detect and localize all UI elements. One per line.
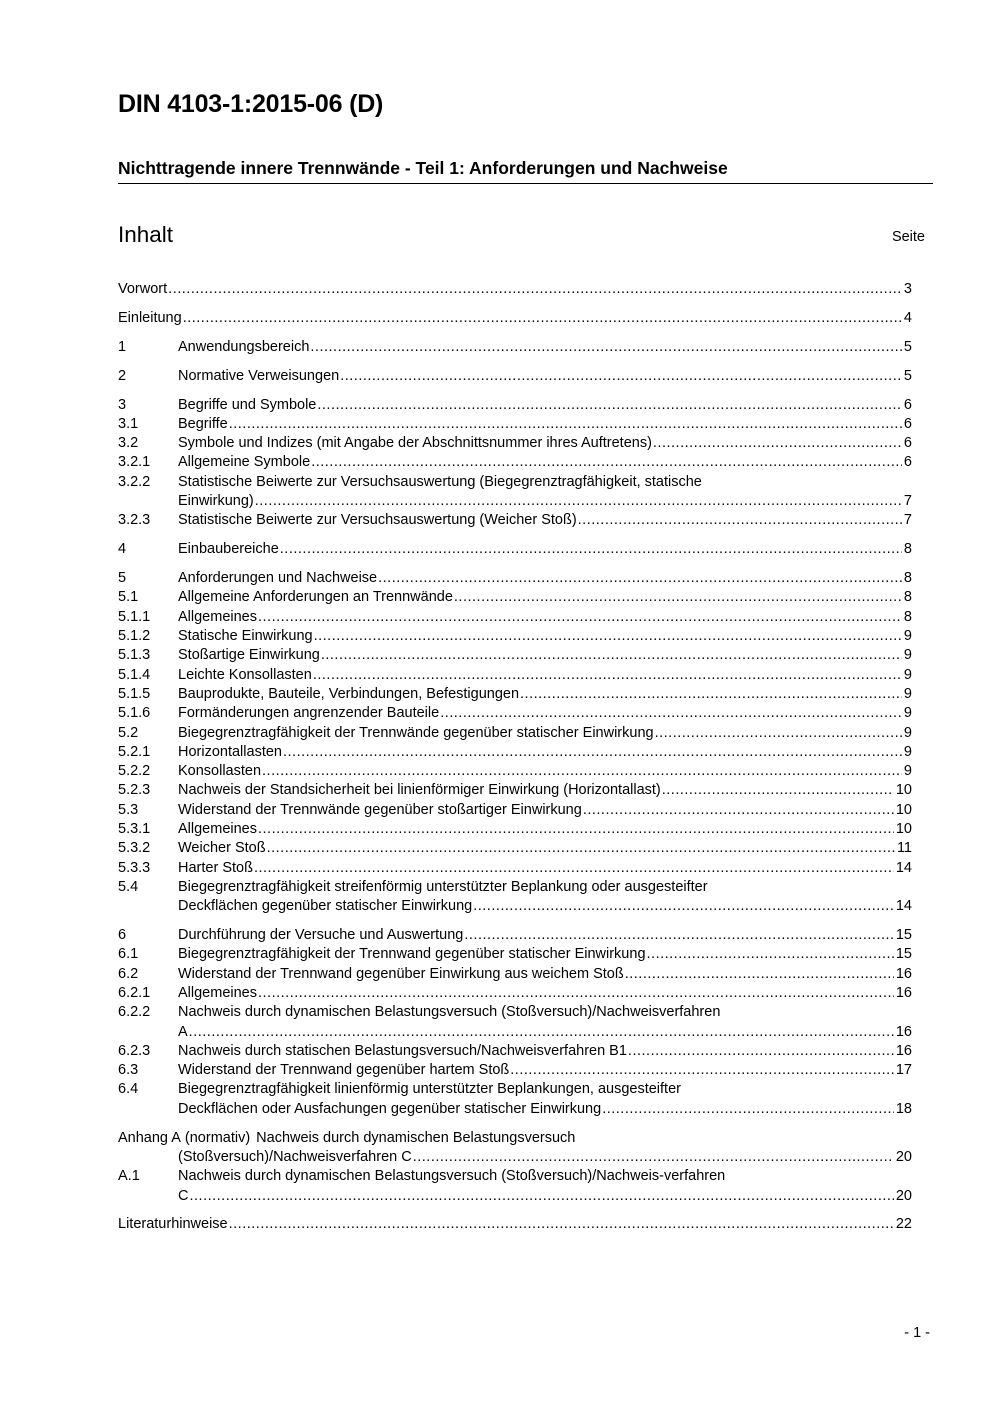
toc-literature-row[interactable]	[118, 1215, 912, 1234]
literature-title: Literaturhinweise	[118, 1216, 228, 1233]
document-subtitle: Nichttragende innere Trennwände - Teil 1: Anforderungen und Nachweise	[118, 158, 933, 184]
toc-entry-title: Einbaubereiche	[178, 541, 279, 558]
leader-dots	[313, 666, 902, 685]
toc-entry[interactable]	[118, 781, 912, 800]
toc-entry-title: Biegegrenztragfähigkeit der Trennwände gegenüber statischer Einwirkung	[178, 724, 654, 741]
toc-entry-page: 18	[895, 1100, 912, 1117]
toc-entry[interactable]	[118, 1080, 912, 1099]
toc-entry-page: 9	[903, 685, 912, 702]
toc-entry-number: 5.1.6	[118, 705, 151, 722]
toc-entry[interactable]	[118, 801, 912, 820]
page-number: - 1 -	[904, 1325, 930, 1341]
toc-annex-row[interactable]	[118, 1129, 912, 1148]
toc-entry-page: 8	[903, 589, 912, 606]
toc-entry-number: 6.4	[118, 1081, 139, 1098]
toc-entry-page: 14	[895, 859, 912, 876]
toc-entry[interactable]	[118, 820, 912, 839]
toc-entry-number: 5.1.2	[118, 628, 151, 645]
toc-entry[interactable]	[118, 434, 912, 453]
leader-dots	[262, 762, 902, 781]
toc-entry-title: Anwendungsbereich	[178, 338, 310, 355]
toc-entry[interactable]	[118, 569, 912, 588]
leader-dots	[258, 984, 894, 1003]
leader-dots	[258, 820, 894, 839]
toc-entry-page: 15	[895, 946, 912, 963]
toc-entry-title: Stoßartige Einwirkung	[178, 647, 320, 664]
toc-entry[interactable]	[118, 627, 912, 646]
leader-dots	[311, 453, 902, 472]
toc-entry-page: 6	[903, 435, 912, 452]
table-of-contents	[118, 280, 912, 1235]
toc-entry-number: 3.2.2	[118, 473, 151, 490]
leader-dots	[189, 1187, 893, 1206]
toc-entry[interactable]	[118, 309, 912, 328]
toc-entry-continuation[interactable]	[118, 897, 912, 916]
toc-entry-title: Allgemeine Symbole	[178, 454, 311, 471]
toc-entry-title: Begriffe und Symbole	[178, 396, 317, 413]
toc-entry-page: 15	[895, 927, 912, 944]
toc-entry[interactable]	[118, 1042, 912, 1061]
toc-entry[interactable]	[118, 280, 912, 299]
leader-dots	[267, 839, 895, 858]
toc-entry-number: 3	[118, 396, 127, 413]
leader-dots	[321, 646, 902, 665]
toc-entry-page: 9	[903, 763, 912, 780]
toc-entry-number: 6.2.3	[118, 1042, 151, 1059]
leader-dots	[283, 743, 902, 762]
toc-entry-number: 5.2	[118, 724, 139, 741]
leader-dots	[258, 608, 902, 627]
toc-entry-continuation[interactable]	[118, 1100, 912, 1119]
toc-entry-number: 5.1.3	[118, 647, 151, 664]
toc-entry-number: 6.2	[118, 965, 139, 982]
leader-dots	[254, 859, 894, 878]
toc-entry[interactable]	[118, 859, 912, 878]
toc-entry-number: 1	[118, 338, 127, 355]
toc-entry-number: 5.3.2	[118, 840, 151, 857]
toc-entry-number: 4	[118, 541, 127, 558]
toc-entry-title: Harter Stoß	[178, 859, 253, 876]
toc-entry-page: 14	[895, 898, 912, 915]
toc-entry-number: A.1	[118, 1168, 140, 1185]
toc-entry-page: 16	[895, 965, 912, 982]
leader-dots	[602, 1100, 894, 1119]
toc-entry-title: Nachweis durch dynamischen Belastungsversuch (Stoßversuch)/Nachweisverfahren	[178, 1004, 721, 1021]
toc-entry-page: 6	[903, 415, 912, 432]
toc-entry-page: 4	[903, 309, 912, 326]
toc-entry[interactable]	[118, 1167, 912, 1186]
toc-entry-page: 9	[903, 666, 912, 683]
leader-dots	[583, 801, 894, 820]
annex-qualifier: (normativ)	[184, 1129, 251, 1146]
toc-entry-title: Deckflächen oder Ausfachungen gegenüber statischer Einwirkung	[178, 1100, 602, 1117]
page-column-label: Seite	[891, 229, 925, 245]
toc-entry-page: 16	[895, 1023, 912, 1040]
leader-dots	[473, 897, 894, 916]
leader-dots	[653, 434, 902, 453]
leader-dots	[310, 338, 902, 357]
toc-entry-page: 9	[903, 724, 912, 741]
leader-dots	[655, 724, 902, 743]
leader-dots	[413, 1148, 894, 1167]
toc-entry-page: 7	[903, 512, 912, 529]
toc-entry-title: Weicher Stoß	[178, 840, 266, 857]
toc-entry-number: 3.2	[118, 435, 139, 452]
leader-dots	[189, 1023, 894, 1042]
toc-entry-title: Konsollasten	[178, 763, 262, 780]
toc-entry-page: 11	[896, 840, 912, 857]
toc-entry-number: 5	[118, 570, 127, 587]
toc-entry-page: 8	[903, 541, 912, 558]
toc-entry[interactable]	[118, 453, 912, 472]
toc-entry-title: Biegegrenztragfähigkeit linienförmig unterstützter Beplankungen, ausgesteifter	[178, 1081, 681, 1098]
toc-entry-number: 5.3.1	[118, 820, 151, 837]
toc-entry-page: 9	[903, 628, 912, 645]
toc-entry-page: 10	[895, 782, 912, 799]
toc-entry-number: 6.2.1	[118, 984, 151, 1001]
toc-entry-title: Biegegrenztragfähigkeit streifenförmig unterstützter Beplankung oder ausgesteifter	[178, 878, 708, 895]
toc-entry[interactable]	[118, 511, 912, 530]
toc-entry-number: 3.1	[118, 415, 139, 432]
toc-entry[interactable]	[118, 724, 912, 743]
toc-entry-title: Allgemeines	[178, 820, 257, 837]
toc-entry-title: A	[178, 1023, 188, 1040]
toc-entry-page: 9	[903, 705, 912, 722]
toc-entry-title: Bauprodukte, Bauteile, Verbindungen, Befestigungen	[178, 685, 520, 702]
toc-entry[interactable]	[118, 666, 912, 685]
toc-entry-number: 6.1	[118, 946, 139, 963]
toc-entry-page: 9	[903, 647, 912, 664]
toc-entry-page: 10	[895, 801, 912, 818]
leader-dots	[454, 588, 902, 607]
toc-entry[interactable]	[118, 588, 912, 607]
annex-page: 20	[895, 1148, 912, 1165]
toc-entry-title: Widerstand der Trennwände gegenüber stoßartiger Einwirkung	[178, 801, 582, 818]
toc-entry[interactable]	[118, 685, 912, 704]
toc-entry-title: Einleitung	[118, 309, 182, 326]
toc-entry-title: Durchführung der Versuche und Auswertung	[178, 927, 464, 944]
toc-entry-page: 10	[895, 820, 912, 837]
toc-entry-page: 7	[903, 493, 912, 510]
leader-dots	[229, 415, 902, 434]
toc-entry[interactable]	[118, 338, 912, 357]
toc-entry-title: Anforderungen und Nachweise	[178, 570, 378, 587]
toc-entry-title: Statische Einwirkung	[178, 628, 313, 645]
toc-entry-number: 6.3	[118, 1062, 139, 1079]
toc-entry-page: 20	[895, 1187, 912, 1204]
toc-entry-page: 16	[895, 984, 912, 1001]
toc-entry-title: Leichte Konsollasten	[178, 666, 312, 683]
toc-entry-title: Biegegrenztragfähigkeit der Trennwand gegenüber statischer Einwirkung	[178, 946, 646, 963]
toc-entry-number: 5.2.3	[118, 782, 151, 799]
toc-entry-title: Nachweis der Standsicherheit bei linienförmiger Einwirkung (Horizontallast)	[178, 782, 661, 799]
leader-dots	[255, 492, 902, 511]
toc-entry-title: Formänderungen angrenzender Bauteile	[178, 705, 440, 722]
toc-entry-title: Horizontallasten	[178, 743, 282, 760]
toc-entry-title: Widerstand der Trennwand gegenüber Einwirkung aus weichem Stoß	[178, 965, 624, 982]
toc-entry-page: 8	[903, 570, 912, 587]
toc-entry-number: 5.1	[118, 589, 139, 606]
toc-entry-number: 6	[118, 927, 127, 944]
toc-annex-entries	[118, 1167, 912, 1206]
toc-entry-title: Normative Verweisungen	[178, 367, 340, 384]
leader-dots	[378, 569, 902, 588]
annex-label: Anhang A	[118, 1129, 181, 1146]
toc-entry-title: Allgemeines	[178, 984, 257, 1001]
toc-entry-number: 3.2.3	[118, 512, 151, 529]
toc-entry-page: 3	[903, 281, 912, 297]
toc-entry[interactable]	[118, 646, 912, 665]
toc-entry-continuation[interactable]	[118, 492, 912, 511]
leader-dots	[578, 511, 902, 530]
toc-entry-number: 5.3	[118, 801, 139, 818]
toc-entries	[118, 280, 912, 1119]
toc-entry-title: Nachweis durch statischen Belastungsversuch/Nachweisverfahren B1	[178, 1042, 627, 1059]
toc-entry[interactable]	[118, 608, 912, 627]
toc-entry-page: 8	[903, 608, 912, 625]
toc-entry-title: Allgemeine Anforderungen an Trennwände	[178, 589, 453, 606]
toc-entry-number: 5.2.1	[118, 743, 151, 760]
toc-entry-page: 6	[903, 454, 912, 471]
toc-entry-title: Allgemeines	[178, 608, 257, 625]
toc-entry-title: Statistische Beiwerte zur Versuchsauswertung (Weicher Stoß)	[178, 512, 577, 529]
toc-entry-title: Vorwort	[118, 281, 168, 297]
toc-entry-continuation[interactable]	[118, 1187, 912, 1206]
toc-entry-title: Begriffe	[178, 415, 228, 432]
toc-entry[interactable]	[118, 473, 912, 492]
toc-header	[118, 222, 925, 252]
toc-entry[interactable]	[118, 396, 912, 415]
toc-entry[interactable]	[118, 965, 912, 984]
toc-entry-title: Widerstand der Trennwand gegenüber hartem Stoß	[178, 1062, 510, 1079]
toc-entry-number: 6.2.2	[118, 1004, 151, 1021]
toc-entry[interactable]	[118, 415, 912, 434]
toc-entry-page: 6	[903, 396, 912, 413]
toc-entry[interactable]	[118, 367, 912, 386]
toc-entry-title: Symbole und Indizes (mit Angabe der Abschnittsnummer ihres Auftretens)	[178, 435, 652, 452]
toc-entry[interactable]	[118, 926, 912, 945]
annex-title: Nachweis durch dynamischen Belastungsversuch	[256, 1129, 576, 1146]
toc-entry-title: Nachweis durch dynamischen Belastungsversuch (Stoßversuch)/Nachweis-verfahren	[178, 1168, 726, 1185]
toc-entry-page: 5	[903, 338, 912, 355]
leader-dots	[280, 540, 902, 559]
toc-entry-title: Deckflächen gegenüber statischer Einwirkung	[178, 898, 473, 915]
toc-entry[interactable]	[118, 743, 912, 762]
toc-entry-title: C	[178, 1187, 189, 1204]
toc-entry-number: 5.1.5	[118, 685, 151, 702]
toc-annex-row-cont[interactable]	[118, 1148, 912, 1167]
toc-entry-page: 17	[895, 1062, 912, 1079]
leader-dots	[662, 781, 894, 800]
toc-entry-page: 16	[895, 1042, 912, 1059]
leader-dots	[229, 1215, 894, 1234]
toc-entry[interactable]	[118, 878, 912, 897]
toc-entry-number: 2	[118, 367, 127, 384]
toc-entry[interactable]	[118, 704, 912, 723]
toc-entry[interactable]	[118, 839, 912, 858]
toc-entry[interactable]	[118, 1061, 912, 1080]
toc-entry-page: 9	[903, 743, 912, 760]
leader-dots	[625, 965, 894, 984]
toc-entry[interactable]	[118, 540, 912, 559]
annex-title-cont: (Stoßversuch)/Nachweisverfahren C	[178, 1148, 412, 1165]
leader-dots	[464, 926, 894, 945]
leader-dots	[314, 627, 902, 646]
leader-dots	[628, 1042, 894, 1061]
toc-entry-continuation[interactable]	[118, 1023, 912, 1042]
toc-entry[interactable]	[118, 1003, 912, 1022]
document-id: DIN 4103-1:2015-06 (D)	[118, 90, 384, 118]
literature-page: 22	[895, 1216, 912, 1233]
leader-dots	[340, 367, 902, 386]
toc-entry-number: 3.2.1	[118, 454, 151, 471]
toc-entry-number: 5.1.4	[118, 666, 151, 683]
toc-entry-page: 5	[903, 367, 912, 384]
toc-entry-number: 5.1.1	[118, 608, 151, 625]
leader-dots	[520, 685, 902, 704]
toc-heading: Inhalt	[118, 222, 174, 247]
toc-entry-title: Statistische Beiwerte zur Versuchsauswertung (Biegegrenztragfähigkeit, statische	[178, 473, 702, 490]
leader-dots	[510, 1061, 894, 1080]
toc-entry[interactable]	[118, 762, 912, 781]
leader-dots	[183, 309, 902, 328]
leader-dots	[168, 280, 902, 299]
toc-entry-number: 5.4	[118, 878, 139, 895]
toc-entry[interactable]	[118, 945, 912, 964]
leader-dots	[440, 704, 902, 723]
toc-entry-title: Einwirkung)	[178, 493, 254, 510]
toc-entry[interactable]	[118, 984, 912, 1003]
toc-entry-number: 5.2.2	[118, 763, 151, 780]
leader-dots	[317, 396, 902, 415]
leader-dots	[647, 945, 894, 964]
toc-entry-number: 5.3.3	[118, 859, 151, 876]
